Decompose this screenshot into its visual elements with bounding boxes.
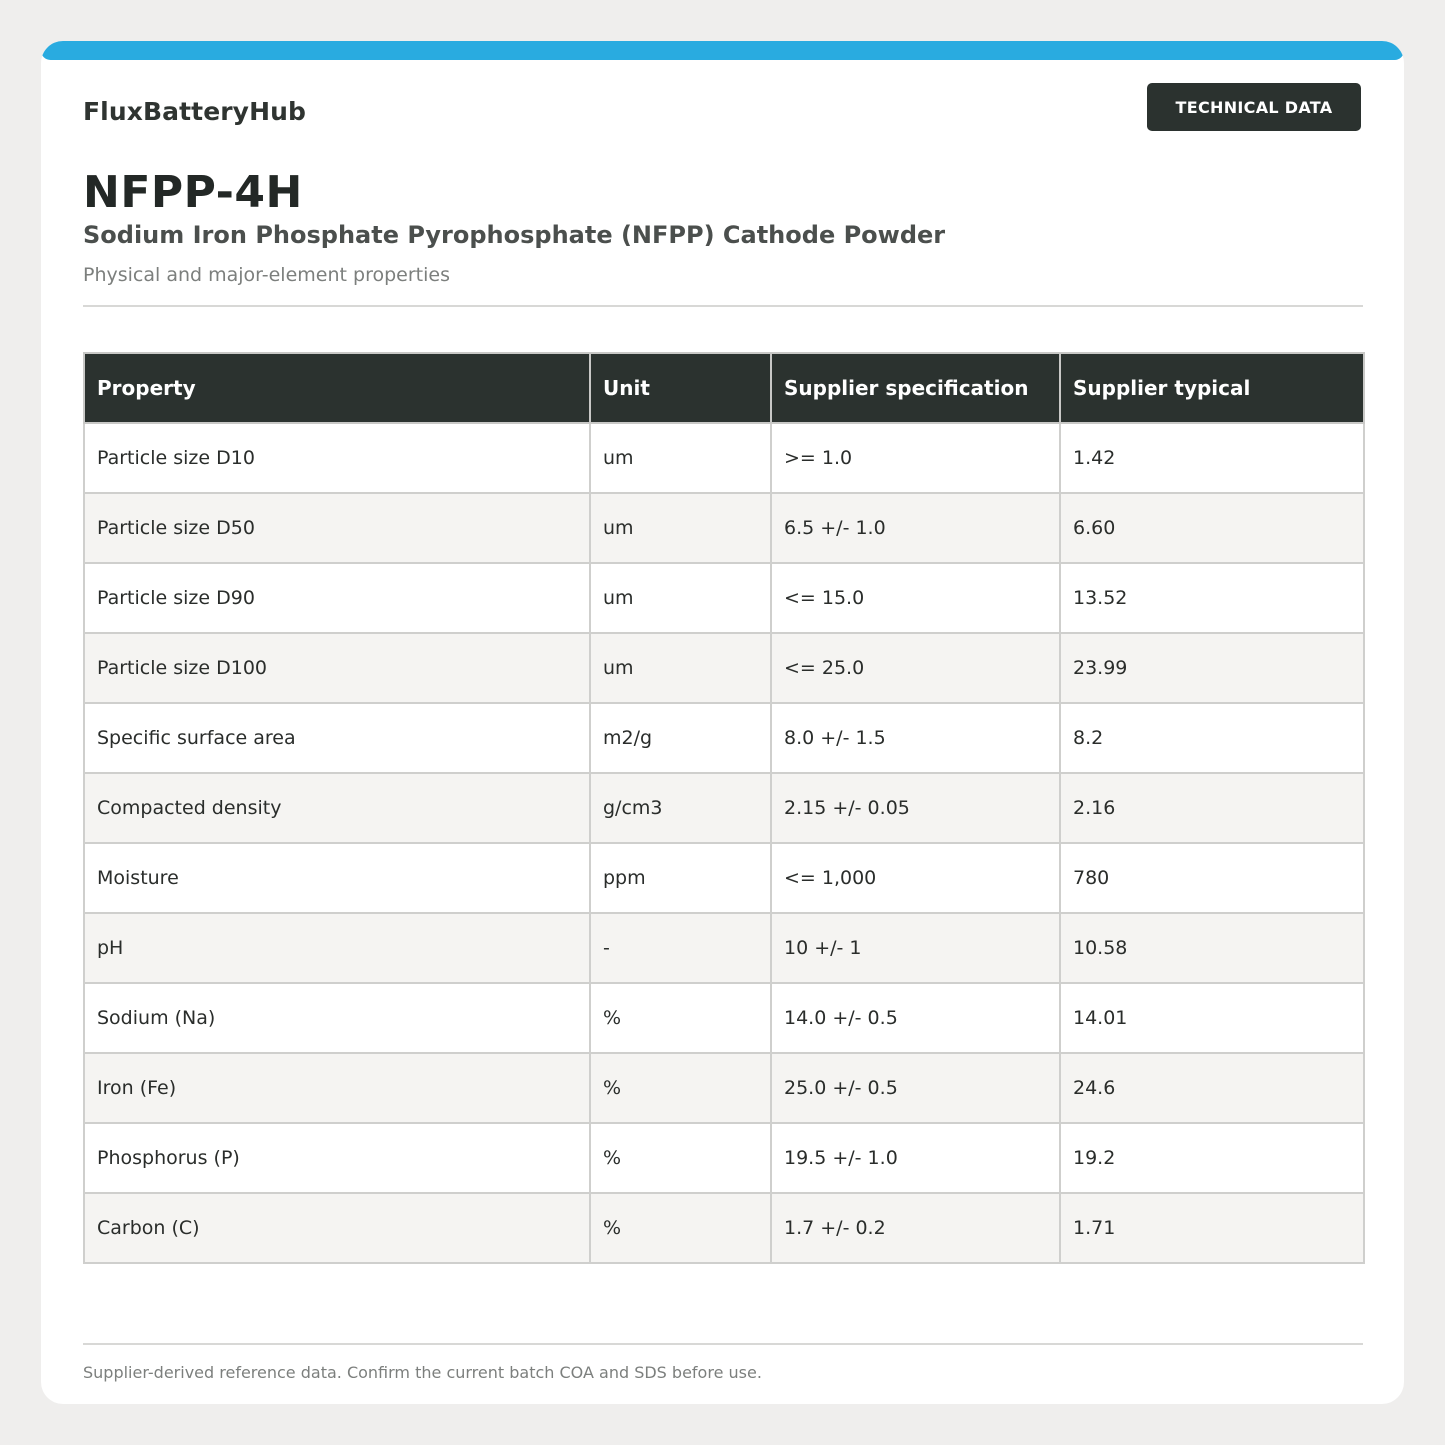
cell-property: Sodium (Na)	[84, 983, 590, 1053]
cell-specification: 1.7 +/- 0.2	[771, 1193, 1060, 1263]
cell-unit: %	[590, 1123, 771, 1193]
cell-specification: 19.5 +/- 1.0	[771, 1123, 1060, 1193]
cell-specification: >= 1.0	[771, 423, 1060, 493]
cell-unit: g/cm3	[590, 773, 771, 843]
cell-specification: <= 15.0	[771, 563, 1060, 633]
product-code: NFPP-4H	[83, 167, 303, 218]
cell-typical: 780	[1060, 843, 1364, 913]
cell-property: Particle size D100	[84, 633, 590, 703]
table-header-row	[84, 353, 1364, 423]
cell-typical: 1.71	[1060, 1193, 1364, 1263]
table-row	[84, 493, 1364, 563]
cell-unit: m2/g	[590, 703, 771, 773]
cell-unit: %	[590, 1193, 771, 1263]
cell-typical: 6.60	[1060, 493, 1364, 563]
column-header-property: Property	[84, 353, 590, 423]
table-row	[84, 983, 1364, 1053]
page-subtitle: Physical and major-element properties	[83, 264, 450, 286]
footer-note: Supplier-derived reference data. Confirm the current batch COA and SDS before use.	[83, 1363, 762, 1382]
product-name: Sodium Iron Phosphate Pyrophosphate (NFPP) Cathode Powder	[83, 221, 946, 249]
table-row	[84, 1053, 1364, 1123]
cell-typical: 10.58	[1060, 913, 1364, 983]
cell-typical: 23.99	[1060, 633, 1364, 703]
cell-property: Specific surface area	[84, 703, 590, 773]
cell-typical: 8.2	[1060, 703, 1364, 773]
accent-bar	[41, 41, 1404, 60]
cell-unit: %	[590, 983, 771, 1053]
cell-unit: um	[590, 563, 771, 633]
properties-table	[83, 352, 1365, 1264]
column-header-unit: Unit	[590, 353, 771, 423]
table-row	[84, 563, 1364, 633]
cell-specification: 2.15 +/- 0.05	[771, 773, 1060, 843]
table-row	[84, 773, 1364, 843]
cell-unit: um	[590, 423, 771, 493]
cell-unit: ppm	[590, 843, 771, 913]
cell-specification: 25.0 +/- 0.5	[771, 1053, 1060, 1123]
cell-property: Carbon (C)	[84, 1193, 590, 1263]
cell-property: Particle size D90	[84, 563, 590, 633]
brand-name: FluxBatteryHub	[83, 97, 306, 126]
cell-unit: um	[590, 633, 771, 703]
table-row	[84, 843, 1364, 913]
cell-unit: -	[590, 913, 771, 983]
table-row	[84, 913, 1364, 983]
cell-specification: 8.0 +/- 1.5	[771, 703, 1060, 773]
cell-property: Particle size D50	[84, 493, 590, 563]
table-row	[84, 423, 1364, 493]
cell-specification: 10 +/- 1	[771, 913, 1060, 983]
cell-property: Moisture	[84, 843, 590, 913]
cell-typical: 13.52	[1060, 563, 1364, 633]
cell-unit: um	[590, 493, 771, 563]
header-divider	[83, 305, 1363, 307]
column-header-typical: Supplier typical	[1060, 353, 1364, 423]
cell-typical: 14.01	[1060, 983, 1364, 1053]
cell-specification: 14.0 +/- 0.5	[771, 983, 1060, 1053]
cell-specification: <= 25.0	[771, 633, 1060, 703]
cell-property: Phosphorus (P)	[84, 1123, 590, 1193]
cell-property: Particle size D10	[84, 423, 590, 493]
cell-specification: <= 1,000	[771, 843, 1060, 913]
cell-typical: 1.42	[1060, 423, 1364, 493]
datasheet-card	[41, 41, 1404, 1404]
cell-typical: 24.6	[1060, 1053, 1364, 1123]
cell-property: pH	[84, 913, 590, 983]
table-row	[84, 633, 1364, 703]
footer-divider	[83, 1343, 1363, 1345]
cell-unit: %	[590, 1053, 771, 1123]
table-row	[84, 1123, 1364, 1193]
table-row	[84, 1193, 1364, 1263]
column-header-specification: Supplier specification	[771, 353, 1060, 423]
cell-typical: 2.16	[1060, 773, 1364, 843]
cell-property: Compacted density	[84, 773, 590, 843]
cell-specification: 6.5 +/- 1.0	[771, 493, 1060, 563]
cell-property: Iron (Fe)	[84, 1053, 590, 1123]
table-row	[84, 703, 1364, 773]
technical-data-badge: TECHNICAL DATA	[1147, 83, 1361, 131]
cell-typical: 19.2	[1060, 1123, 1364, 1193]
